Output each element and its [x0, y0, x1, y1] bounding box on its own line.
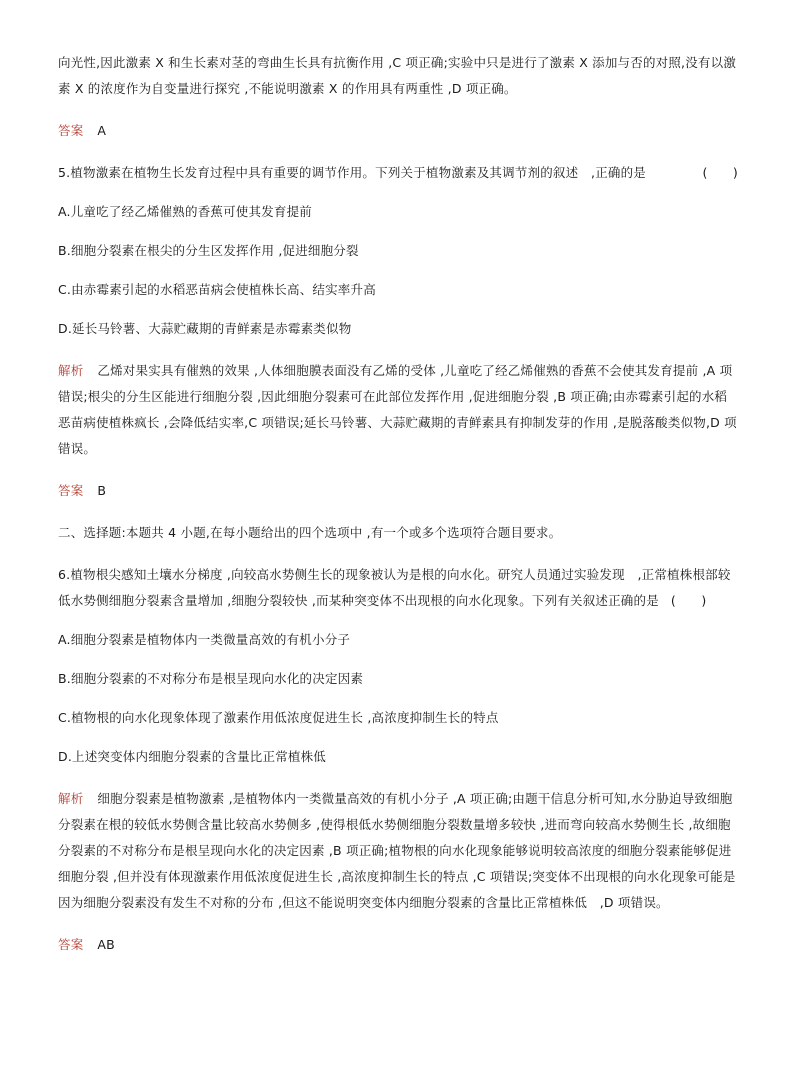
question-6-bracket: ( ): [670, 593, 707, 608]
question-5-option-c: C.由赤霉素引起的水稻恶苗病会使植株长高、结实率升高: [58, 282, 376, 297]
question-5-text: 5.植物激素在植物生长发育过程中具有重要的调节作用。下列关于植物激素及其调节剂的叙述 ,正确的是: [58, 165, 647, 180]
answer-label: 答案: [58, 123, 84, 138]
analysis-label: 解析: [58, 363, 84, 378]
question-6-option-a: A.细胞分裂素是植物体内一类微量高效的有机小分子: [58, 632, 351, 647]
intro-paragraph: 向光性,因此激素 X 和生长素对茎的弯曲生长具有抗衡作用 ,C 项正确;实验中只是进行了激素 X 添加与否的对照,没有以激素 X 的浓度作为自变量进行探究 ,不能说明激素 X 的作用具有两重性 ,D 项正确。: [58, 55, 737, 96]
answer-value: AB: [97, 937, 115, 952]
answer-label: 答案: [58, 937, 84, 952]
document-page: [58, 50, 738, 958]
section-2-heading: 二、选择题:本题共 4 小题,在每小题给出的四个选项中 ,有一个或多个选项符合题目要求。: [58, 525, 562, 540]
analysis-label: 解析: [58, 791, 84, 806]
answer-value: A: [97, 123, 107, 138]
question-6-stem: [58, 562, 738, 614]
question-5-stem: [58, 160, 738, 186]
question-6-analysis: [58, 786, 738, 916]
answer-4: [58, 118, 738, 144]
question-5-option-d: D.延长马铃薯、大蒜贮藏期的青鲜素是赤霉素类似物: [58, 321, 352, 336]
question-5-option-b: B.细胞分裂素在根尖的分生区发挥作用 ,促进细胞分裂: [58, 243, 359, 258]
question-5-bracket: ( ): [702, 165, 738, 180]
question-6-option-c: C.植物根的向水化现象体现了激素作用低浓度促进生长 ,高浓度抑制生长的特点: [58, 710, 499, 725]
answer-label: 答案: [58, 483, 84, 498]
question-5-analysis: [58, 358, 738, 462]
question-6-text: 6.植物根尖感知土壤水分梯度 ,向较高水势侧生长的现象被认为是根的向水化。研究人员通过实验发现 ,正常植株根部较低水势侧细胞分裂素含量增加 ,细胞分裂较快 ,而某种突变体不出现根的向水化现象。下列有关叙述正确的是: [58, 567, 731, 608]
analysis-text: 细胞分裂素是植物激素 ,是植物体内一类微量高效的有机小分子 ,A 项正确;由题干信息分析可知,水分胁迫导致细胞分裂素在根的较低水势侧含量比较高水势侧多 ,使得根低水势侧细胞分裂数量增多较快 ,进而弯向较高水势侧生长 ,故细胞分裂素的不对称分布是根呈现向水化的决定因素 ,B 项正确;植物根的向水化现象能够说明较高浓度的细胞分裂素能够促进细胞分裂 ,但并没有体现激素作用低浓度促进生长 ,高浓度抑制生长的特点 ,C 项错误;突变体不出现根的向水化现象可能是因为细胞分裂素没有发生不对称的分布 ,但这不能说明突变体内细胞分裂素的含量比正常植株低 ,D 项错误。: [58, 791, 736, 910]
question-6-option-b: B.细胞分裂素的不对称分布是根呈现向水化的决定因素: [58, 671, 364, 686]
question-6-option-d: D.上述突变体内细胞分裂素的含量比正常植株低: [58, 749, 326, 764]
analysis-text: 乙烯对果实具有催熟的效果 ,人体细胞膜表面没有乙烯的受体 ,儿童吃了经乙烯催熟的香蕉不会使其发育提前 ,A 项错误;根尖的分生区能进行细胞分裂 ,因此细胞分裂素可在此部位发挥作用 ,促进细胞分裂 ,B 项正确;由赤霉素引起的水稻恶苗病使植株疯长 ,会降低结实率,C 项错误;延长马铃薯、大蒜贮藏期的青鲜素具有抑制发芽的作用 ,是脱落酸类似物,D 项错误。: [58, 363, 737, 456]
answer-value: B: [97, 483, 107, 498]
answer-5: [58, 478, 738, 504]
question-5-option-a: A.儿童吃了经乙烯催熟的香蕉可使其发育提前: [58, 204, 313, 219]
answer-6: [58, 932, 738, 958]
